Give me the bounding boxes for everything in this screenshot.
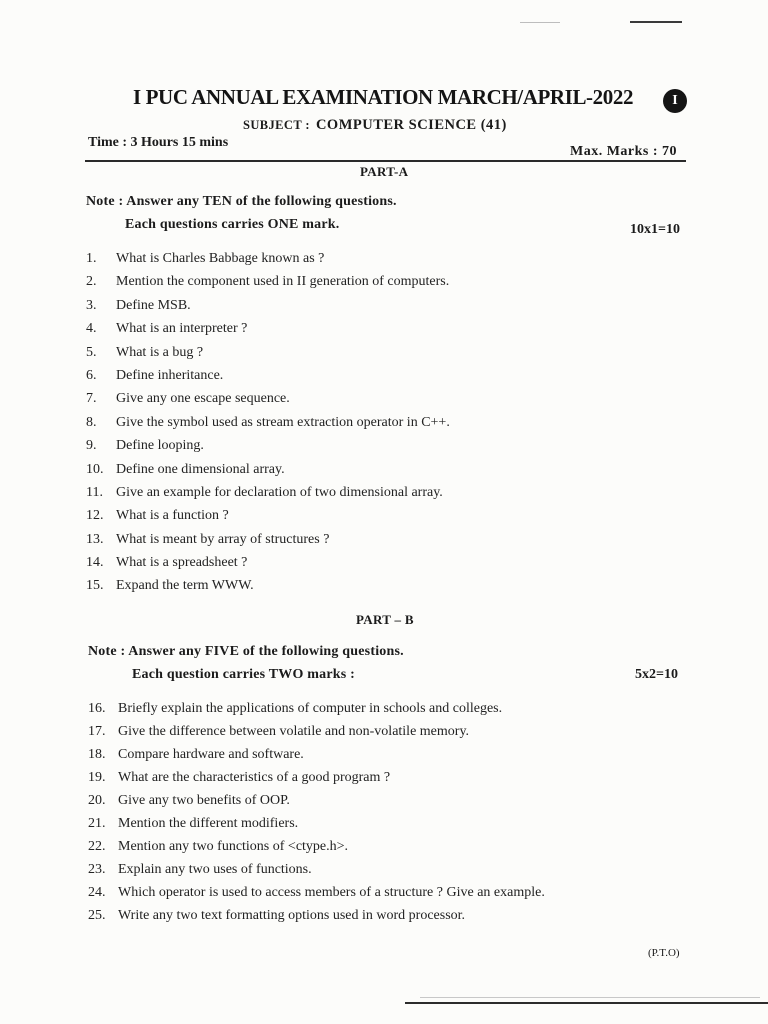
question-item	[86, 364, 450, 387]
question-number: 11.	[86, 484, 103, 500]
question-text: What are the characteristics of a good program ?	[118, 770, 391, 785]
question-item	[88, 766, 545, 789]
question-text: What is an interpreter ?	[116, 321, 248, 337]
question-text: What is a spreadsheet ?	[116, 555, 248, 571]
question-text: Mention any two functions of <ctype.h>.	[118, 839, 349, 854]
question-number: 6.	[86, 367, 97, 383]
question-item	[86, 411, 450, 434]
question-item	[88, 904, 545, 927]
question-item	[86, 341, 450, 364]
bottom-dark-line	[405, 1002, 768, 1004]
part-b-question-list	[88, 697, 545, 927]
question-item	[88, 697, 545, 720]
question-text: Mention the different modifiers.	[118, 816, 299, 831]
question-number: 20.	[88, 793, 106, 808]
question-item	[88, 881, 545, 904]
question-text: What is meant by array of structures ?	[116, 531, 330, 547]
question-number: 24.	[88, 885, 106, 900]
question-item	[86, 434, 450, 457]
question-number: 10.	[86, 461, 104, 477]
part-a-heading: PART-A	[360, 164, 409, 179]
part-b-note: Note : Answer any FIVE of the following questions.	[88, 644, 404, 659]
header-divider	[85, 160, 686, 162]
question-text: Write any two text formatting options used in word processor.	[118, 908, 466, 923]
question-number: 17.	[88, 724, 106, 739]
question-item	[88, 743, 545, 766]
question-item	[88, 720, 545, 743]
question-text: Give any one escape sequence.	[116, 391, 290, 407]
question-item	[86, 551, 450, 574]
part-b-marks: 5x2=10	[635, 667, 678, 682]
question-item	[86, 504, 450, 527]
question-text: Define MSB.	[116, 297, 191, 313]
question-number: 7.	[86, 391, 97, 407]
question-item	[88, 812, 545, 835]
question-item	[86, 294, 450, 317]
question-item	[86, 481, 450, 504]
part-a-note: Note : Answer any TEN of the following questions.	[86, 194, 397, 209]
question-number: 19.	[88, 770, 106, 785]
question-text: Expand the term WWW.	[116, 578, 254, 594]
question-text: Give the symbol used as stream extraction operator in C++.	[116, 414, 450, 430]
part-a-instruction: Each questions carries ONE mark.	[125, 217, 340, 232]
question-number: 16.	[88, 701, 106, 716]
question-number: 13.	[86, 531, 104, 547]
question-number: 25.	[88, 908, 106, 923]
question-text: Give the difference between volatile and non-volatile memory.	[118, 724, 470, 739]
question-number: 2.	[86, 274, 97, 290]
question-number: 18.	[88, 747, 106, 762]
top-faint-line	[520, 22, 560, 23]
subject-name: COMPUTER SCIENCE (41)	[315, 117, 507, 133]
question-item	[86, 574, 450, 597]
question-text: Give an example for declaration of two dimensional array.	[116, 484, 443, 500]
question-number: 14.	[86, 555, 104, 571]
part-a-question-list	[86, 247, 450, 598]
question-item	[86, 528, 450, 551]
question-number: 1.	[86, 251, 97, 266]
question-item	[86, 270, 450, 293]
question-item	[88, 858, 545, 881]
question-number: 9.	[86, 438, 97, 454]
question-text: What is Charles Babbage known as ?	[116, 251, 325, 266]
question-item	[88, 789, 545, 812]
question-text: Which operator is used to access members of a structure ? Give an example.	[118, 885, 545, 900]
question-text: Mention the component used in II generation of computers.	[116, 274, 450, 290]
question-text: Define looping.	[116, 438, 204, 454]
question-text: Define one dimensional array.	[116, 461, 285, 477]
question-text: What is a function ?	[116, 508, 229, 524]
question-item	[86, 458, 450, 481]
question-text: Briefly explain the applications of computer in schools and colleges.	[118, 701, 503, 716]
top-dark-line	[630, 21, 682, 23]
question-number: 15.	[86, 578, 104, 594]
question-number: 5.	[86, 344, 97, 360]
question-item	[86, 247, 450, 270]
question-number: 8.	[86, 414, 97, 430]
question-number: 12.	[86, 508, 104, 524]
question-text: What is a bug ?	[116, 344, 204, 360]
paper-number-badge: I	[663, 89, 687, 113]
question-text: Compare hardware and software.	[118, 747, 304, 762]
question-number: 23.	[88, 862, 106, 877]
page-turn-over-note: (P.T.O)	[648, 947, 680, 959]
question-item	[86, 317, 450, 340]
time-allowed: Time : 3 Hours 15 mins	[88, 135, 229, 150]
question-number: 22.	[88, 839, 106, 854]
question-text: Define inheritance.	[116, 367, 224, 383]
question-text: Give any two benefits of OOP.	[118, 793, 290, 808]
bottom-faint-line	[420, 997, 760, 998]
question-number: 4.	[86, 321, 97, 337]
subject-label: SUBJECT :	[243, 118, 310, 132]
question-item	[86, 387, 450, 410]
subject-line	[243, 116, 507, 134]
question-number: 3.	[86, 297, 97, 313]
question-text: Explain any two uses of functions.	[118, 862, 312, 877]
question-number: 21.	[88, 816, 106, 831]
max-marks: Max. Marks : 70	[570, 144, 678, 159]
part-b-heading: PART – B	[356, 612, 414, 627]
exam-title: I PUC ANNUAL EXAMINATION MARCH/APRIL-2022	[133, 85, 634, 109]
question-item	[88, 835, 545, 858]
part-b-instruction: Each question carries TWO marks :	[132, 667, 355, 682]
part-a-marks: 10x1=10	[630, 222, 680, 237]
